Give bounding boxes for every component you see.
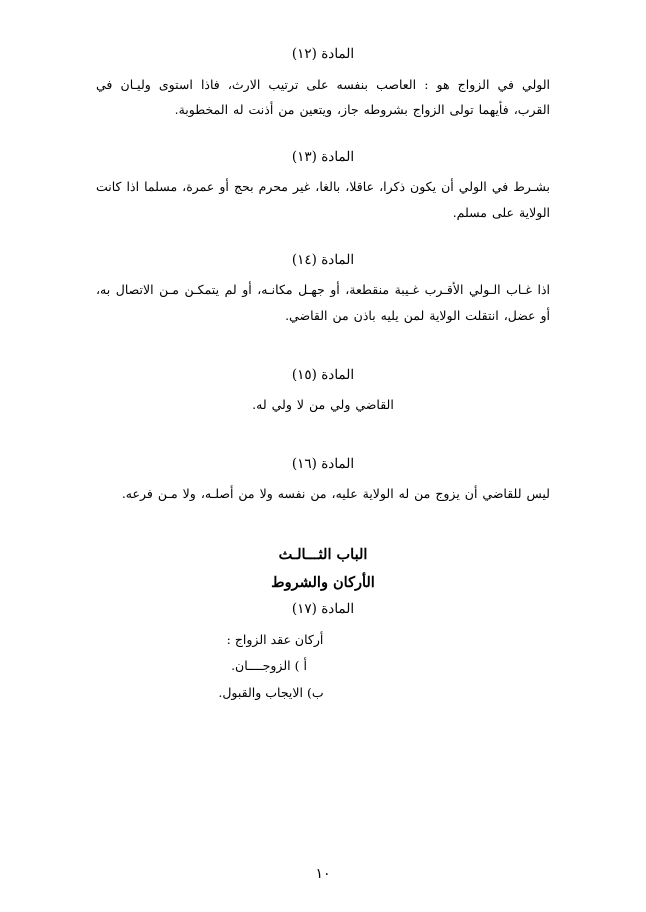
spacer <box>96 343 550 365</box>
chapter-title: الباب الثـــالـث <box>278 545 368 563</box>
article-13-line-1: بشـرط في الولي أن يكون ذكرا، عاقلا، بالغا، غير محرم بحج أو عمرة، مسلما <box>144 179 550 195</box>
spacer <box>96 137 550 147</box>
article-14 <box>96 250 550 329</box>
chapter-three <box>96 541 550 623</box>
article-14-line-2: الاتصال به، أو عضل، انتقلت الولاية لمن يليه باذن من القاضي. <box>96 282 550 323</box>
article-13-body <box>96 174 550 225</box>
article-12 <box>96 44 550 123</box>
page-number: ١٠ <box>315 866 331 882</box>
article-17-item-b: ب) الايجاب والقبول. <box>218 684 324 700</box>
article-13-line-2: اذا كانت الولاية على مسلم. <box>96 179 550 221</box>
article-13 <box>96 147 550 226</box>
article-16 <box>96 454 550 507</box>
spacer <box>96 240 550 250</box>
article-17-intro: أركان عقد الزواج : <box>226 632 324 648</box>
article-17-body <box>96 627 550 706</box>
spacer <box>96 432 550 454</box>
article-12-line-1: الولي في الزواج هو : العاصب بنفسه على ترتيب الارث، فاذا استوى وليـان <box>120 76 550 92</box>
article-16-line-1: ليس للقاضي أن يزوج من له الولاية عليه، من نفسه ولا من أصلـه، ولا مـن <box>157 486 550 502</box>
article-16-heading: المادة (١٦) <box>291 455 355 472</box>
article-14-body <box>96 277 550 328</box>
article-14-heading: المادة (١٤) <box>291 251 355 268</box>
article-15-body: القاضي ولي من لا ولي له. <box>252 397 394 413</box>
article-12-heading: المادة (١٢) <box>291 46 355 62</box>
article-13-heading: المادة (١٣) <box>291 148 355 165</box>
chapter-subtitle: الأركان والشروط <box>271 573 375 591</box>
article-15 <box>96 365 550 418</box>
article-15-heading: المادة (١٥) <box>291 366 355 383</box>
article-12-line-2: في القرب، فأيهما تولى الزواج بشروطه جاز، ويتعين من أذنت له المخطوبة. <box>96 76 550 118</box>
article-14-line-1: اذا غـاب الـولي الأقـرب غـيبة منقطعة، أو جهـل مكانـه، أو لم يتمكـن مـن <box>159 282 550 298</box>
article-17-item-a: أ ) الزوجــــان. <box>231 658 307 674</box>
article-16-body <box>96 481 550 507</box>
article-17-heading: المادة (١٧) <box>291 601 355 618</box>
article-16-line-2: فرعه. <box>121 486 153 502</box>
article-12-body <box>96 72 550 123</box>
